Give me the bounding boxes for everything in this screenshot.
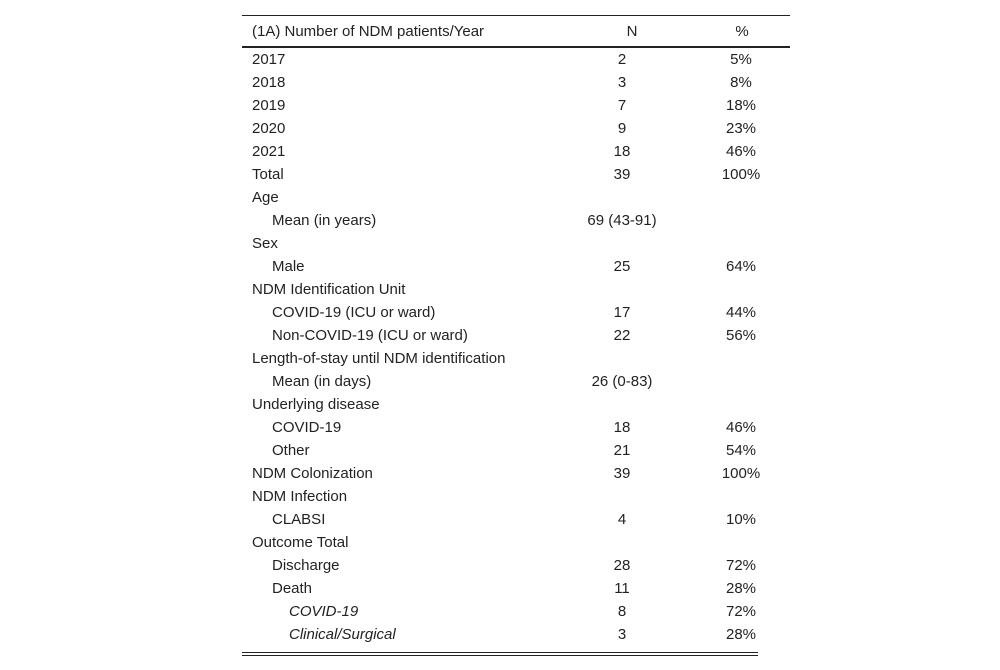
table-row [242, 71, 790, 94]
row-n-value: 8 [617, 603, 627, 620]
row-label: 2021 [252, 143, 286, 160]
table-row [242, 577, 790, 600]
row-n-value: 69 (43-91) [587, 212, 657, 229]
row-percent-value [692, 393, 790, 416]
row-n-value: 9 [617, 120, 627, 137]
row-n-value: 3 [617, 74, 627, 91]
row-n-value: 11 [614, 580, 630, 597]
row-percent-value [692, 232, 790, 255]
row-percent-value: 18% [725, 97, 757, 114]
row-n-value: 22 [613, 327, 631, 344]
row-label: COVID-19 (ICU or ward) [272, 304, 436, 321]
table-row [242, 232, 790, 255]
table-row [242, 347, 790, 370]
table-row [242, 209, 790, 232]
table-row [242, 47, 790, 71]
table-row [242, 439, 790, 462]
row-percent-value: 44% [725, 304, 757, 321]
row-percent-value: 100% [721, 166, 761, 183]
row-label: Age [252, 189, 279, 206]
ndm-patients-table-container [242, 15, 761, 656]
row-n-value: 39 [613, 465, 631, 482]
row-percent-value: 46% [725, 143, 757, 160]
row-label: 2017 [252, 51, 286, 68]
row-label: COVID-19 [289, 603, 359, 620]
table-row [242, 324, 790, 347]
row-n-value: 3 [617, 626, 627, 643]
row-n-value: 21 [613, 442, 631, 459]
row-percent-value: 72% [725, 603, 757, 620]
row-label: Non-COVID-19 (ICU or ward) [272, 327, 468, 344]
table-row [242, 462, 790, 485]
table-row [242, 278, 790, 301]
row-label: Clinical/Surgical [289, 626, 396, 643]
row-n-value [552, 232, 692, 255]
header-label: (1A) Number of NDM patients/Year [252, 22, 485, 40]
row-n-value [552, 186, 692, 209]
row-percent-value [692, 531, 790, 554]
row-n-value [552, 485, 692, 508]
row-percent-value: 23% [725, 120, 757, 137]
table-body [242, 47, 790, 646]
row-percent-value [692, 370, 790, 393]
row-label: Other [272, 442, 310, 459]
table-row [242, 301, 790, 324]
table-row [242, 117, 790, 140]
row-n-value: 18 [613, 143, 631, 160]
row-n-value: 4 [617, 511, 627, 528]
row-label: Length-of-stay until NDM identification [252, 350, 506, 367]
row-label: NDM Colonization [252, 465, 373, 482]
row-percent-value [692, 347, 790, 370]
row-label: Male [272, 258, 305, 275]
header-n: N [626, 22, 638, 40]
row-n-value: 17 [613, 304, 631, 321]
table-row [242, 416, 790, 439]
row-n-value [552, 347, 692, 370]
table-row [242, 140, 790, 163]
row-percent-value: 8% [730, 74, 752, 91]
row-n-value: 28 [613, 557, 631, 574]
row-label: NDM Infection [252, 488, 348, 505]
row-label: Death [272, 580, 313, 597]
table-row [242, 623, 790, 646]
table-row [242, 370, 790, 393]
row-percent-value [692, 209, 790, 232]
row-percent-value: 28% [725, 580, 757, 597]
table-row [242, 393, 790, 416]
row-n-value [552, 531, 692, 554]
table-row [242, 94, 790, 117]
row-percent-value: 72% [725, 557, 757, 574]
row-label: Mean (in days) [272, 373, 372, 390]
row-n-value: 39 [613, 166, 631, 183]
row-n-value: 25 [613, 258, 631, 275]
table-row [242, 554, 790, 577]
row-label: NDM Identification Unit [252, 281, 406, 298]
row-percent-value [692, 186, 790, 209]
table-row [242, 600, 790, 623]
row-percent-value: 46% [725, 419, 757, 436]
row-label: Discharge [272, 557, 340, 574]
header-percent: % [735, 22, 749, 40]
row-percent-value: 56% [725, 327, 757, 344]
table-header-row [242, 16, 790, 48]
table-row [242, 255, 790, 278]
row-label: Sex [252, 235, 278, 252]
row-percent-value: 28% [725, 626, 757, 643]
row-percent-value: 64% [725, 258, 757, 275]
row-percent-value [692, 278, 790, 301]
row-n-value: 7 [617, 97, 627, 114]
table-row [242, 531, 790, 554]
row-label: Mean (in years) [272, 212, 377, 229]
table-row [242, 508, 790, 531]
row-label: Total [252, 166, 284, 183]
table-row [242, 163, 790, 186]
row-label: COVID-19 [272, 419, 342, 436]
row-percent-value: 100% [721, 465, 761, 482]
row-label: CLABSI [272, 511, 326, 528]
row-percent-value [692, 485, 790, 508]
row-n-value: 18 [613, 419, 631, 436]
ndm-patients-table [242, 15, 790, 646]
row-percent-value: 10% [725, 511, 757, 528]
row-percent-value: 54% [725, 442, 757, 459]
table-bottom-rule [242, 652, 758, 656]
row-label: Outcome Total [252, 534, 349, 551]
row-label: 2019 [252, 97, 286, 114]
row-n-value: 2 [617, 51, 627, 68]
row-label: 2020 [252, 120, 286, 137]
row-n-value [552, 278, 692, 301]
table-row [242, 485, 790, 508]
table-row [242, 186, 790, 209]
row-label: 2018 [252, 74, 286, 91]
row-label: Underlying disease [252, 396, 380, 413]
row-n-value [552, 393, 692, 416]
row-percent-value: 5% [730, 51, 752, 68]
row-n-value: 26 (0-83) [591, 373, 653, 390]
